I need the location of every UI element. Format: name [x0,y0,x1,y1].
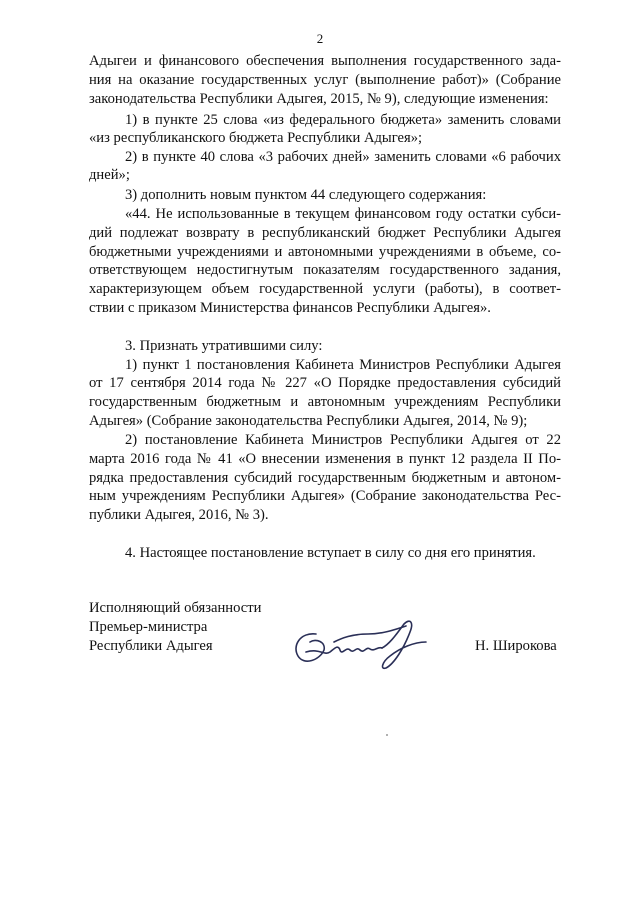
list-item: 1) в пункте 25 слова «из федерального бюджета» заменить словами [125,112,561,128]
text-line: Адыгея» (Собрание законодательства Республики Адыгея, 2014, № 9); [89,413,528,429]
text-line: дней»; [89,167,130,183]
text-line: марта 2016 года № 41 «О внесении изменения в пункт 12 раздела II По- [89,451,561,467]
text-line: государственным бюджетным и автономным учреждениям Республики [89,394,561,410]
text-line: ствии с приказом Министерства финансов Республики Адыгея». [89,300,491,316]
section-heading: 3. Признать утратившими силу: [125,338,323,354]
text-line: бюджетными учреждениями и автономными учреждениями в объеме, со- [89,244,561,260]
final-clause: 4. Настоящее постановление вступает в силу со дня его принятия. [125,545,536,561]
list-item: 2) постановление Кабинета Министров Республики Адыгея от 22 [125,432,561,448]
text-line: дий подлежат возврату в республиканский бюджет Республики Адыгея [89,225,561,241]
text-line: Адыгеи и финансового обеспечения выполнения государственного зада- [89,53,561,69]
signatory-title: Исполняющий обязанности [89,600,262,616]
text-line: характеризующем объем государственной услуги (работы), в соответ- [89,281,561,297]
scan-artifact [386,734,388,736]
text-line: от 17 сентября 2014 года № 227 «О Порядке предоставления субсидий [89,375,561,391]
page-number: 2 [316,31,324,46]
text-line: законодательства Республики Адыгея, 2015, № 9), следующие изменения: [89,91,549,107]
quoted-paragraph-line: «44. Не использованные в текущем финансовом году остатки субси- [125,206,561,222]
list-item: 3) дополнить новым пунктом 44 следующего содержания: [125,187,487,203]
text-line: ным учреждениям Республики Адыгея» (Собрание законодательства Рес- [89,488,561,504]
text-line: ния на оказание государственных услуг (выполнение работ)» (Собрание [89,72,561,88]
signatory-title: Республики Адыгея [89,638,213,654]
signatory-name: Н. Широкова [475,638,557,654]
list-item: 1) пункт 1 постановления Кабинета Министров Республики Адыгея [125,357,561,373]
text-line: ответствующем недостигнутым показателям государственного задания, [89,262,561,278]
list-item: 2) в пункте 40 слова «3 рабочих дней» заменить словами «6 рабочих [125,149,561,165]
signatory-title: Премьер-министра [89,619,208,635]
handwritten-signature [286,612,436,674]
text-line: «из республиканского бюджета Республики Адыгея»; [89,130,423,146]
text-line: рядка предоставления субсидий государственным бюджетным и автоном- [89,470,561,486]
text-line: публики Адыгея, 2016, № 3). [89,507,269,523]
